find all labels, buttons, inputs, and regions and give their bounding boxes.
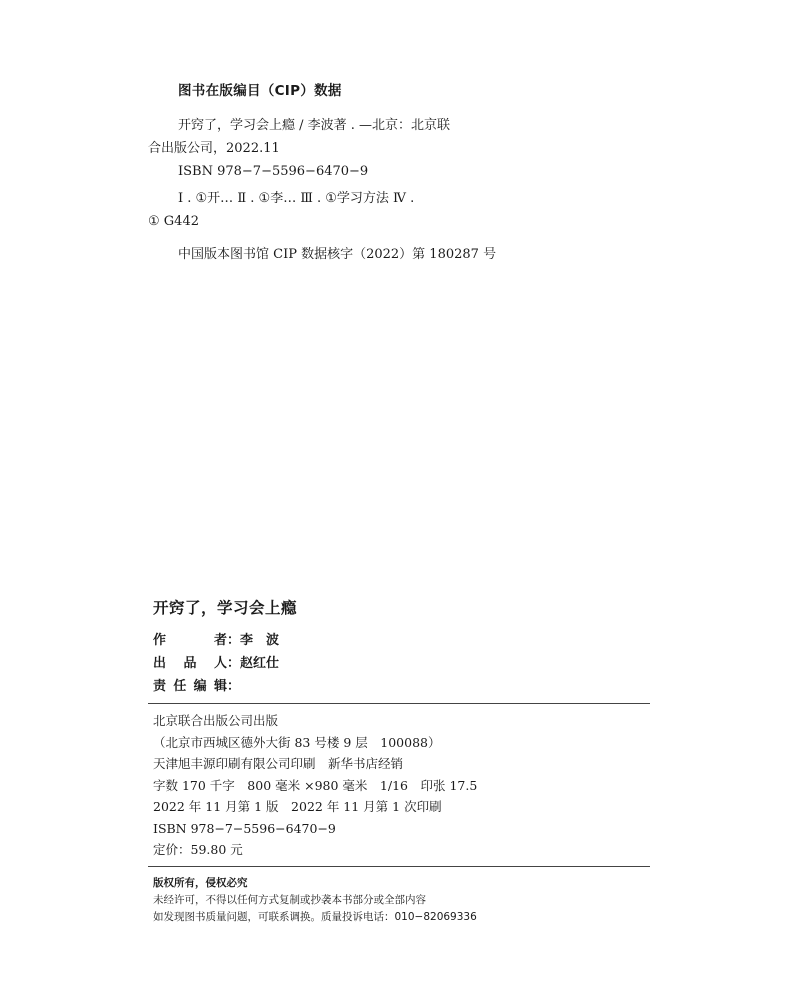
publication-isbn: ISBN 978−7−5596−6470−9 xyxy=(153,820,336,836)
publication-line: 2022 年 11 月第 1 版 2022 年 11 月第 1 次印刷 xyxy=(153,799,442,814)
credit-label: 出 品 人 xyxy=(153,656,227,671)
publication-info xyxy=(153,710,477,861)
cip-description xyxy=(148,114,528,183)
publication-line: （北京市西城区德外大街 83 号楼 9 层 100088） xyxy=(153,734,441,750)
cip-description-line: 合出版公司，2022.11 xyxy=(148,141,280,156)
publication-line: 北京联合出版公司出版 xyxy=(153,713,279,728)
publication-line: 字数 170 千字 800 毫米 ×980 毫米 1/16 印张 17.5 xyxy=(153,777,478,793)
publication-line: 天津旭丰源印刷有限公司印刷 新华书店经销 xyxy=(153,756,404,771)
credit-row-publisher xyxy=(153,652,279,675)
divider-top xyxy=(148,703,650,704)
credit-label: 作 者 xyxy=(153,633,227,648)
rights-line: 未经许可，不得以任何方式复制或抄袭本书部分或全部内容 xyxy=(153,894,426,906)
rights-notice xyxy=(153,875,477,926)
credit-value: 李 波 xyxy=(240,633,280,648)
cip-classification-line: Ⅰ . ①开… Ⅱ . ①李… Ⅲ . ①学习方法 Ⅳ . xyxy=(178,191,415,206)
rights-title: 版权所有，侵权必究 xyxy=(153,877,248,889)
cip-record-number-block xyxy=(148,243,528,266)
credit-row-editor xyxy=(153,675,279,698)
cip-classification-line: ① G442 xyxy=(148,214,199,229)
credit-label: 责任编辑 xyxy=(153,679,227,694)
credit-row-author xyxy=(153,629,279,652)
credit-colon: ： xyxy=(227,679,241,694)
credit-colon: ： xyxy=(227,633,241,648)
cip-isbn: ISBN 978−7−5596−6470−9 xyxy=(178,164,369,179)
book-title: 开窍了，学习会上瘾 xyxy=(153,599,298,617)
cip-description-line: 开窍了，学习会上瘾 / 李波著 . —北京：北京联 xyxy=(178,118,451,133)
credits-list xyxy=(153,629,279,698)
credit-colon: ： xyxy=(227,656,241,671)
cip-record-number: 中国版本图书馆 CIP 数据核字（2022）第 180287 号 xyxy=(178,247,497,262)
cip-heading: 图书在版编目（CIP）数据 xyxy=(178,83,342,99)
divider-bottom xyxy=(148,866,650,867)
cip-classification xyxy=(148,187,528,233)
rights-line: 如发现图书质量问题，可联系调换。质量投诉电话：010−82069336 xyxy=(153,911,477,923)
credit-value: 赵红仕 xyxy=(240,656,280,671)
publication-price: 定价：59.80 元 xyxy=(153,842,243,857)
